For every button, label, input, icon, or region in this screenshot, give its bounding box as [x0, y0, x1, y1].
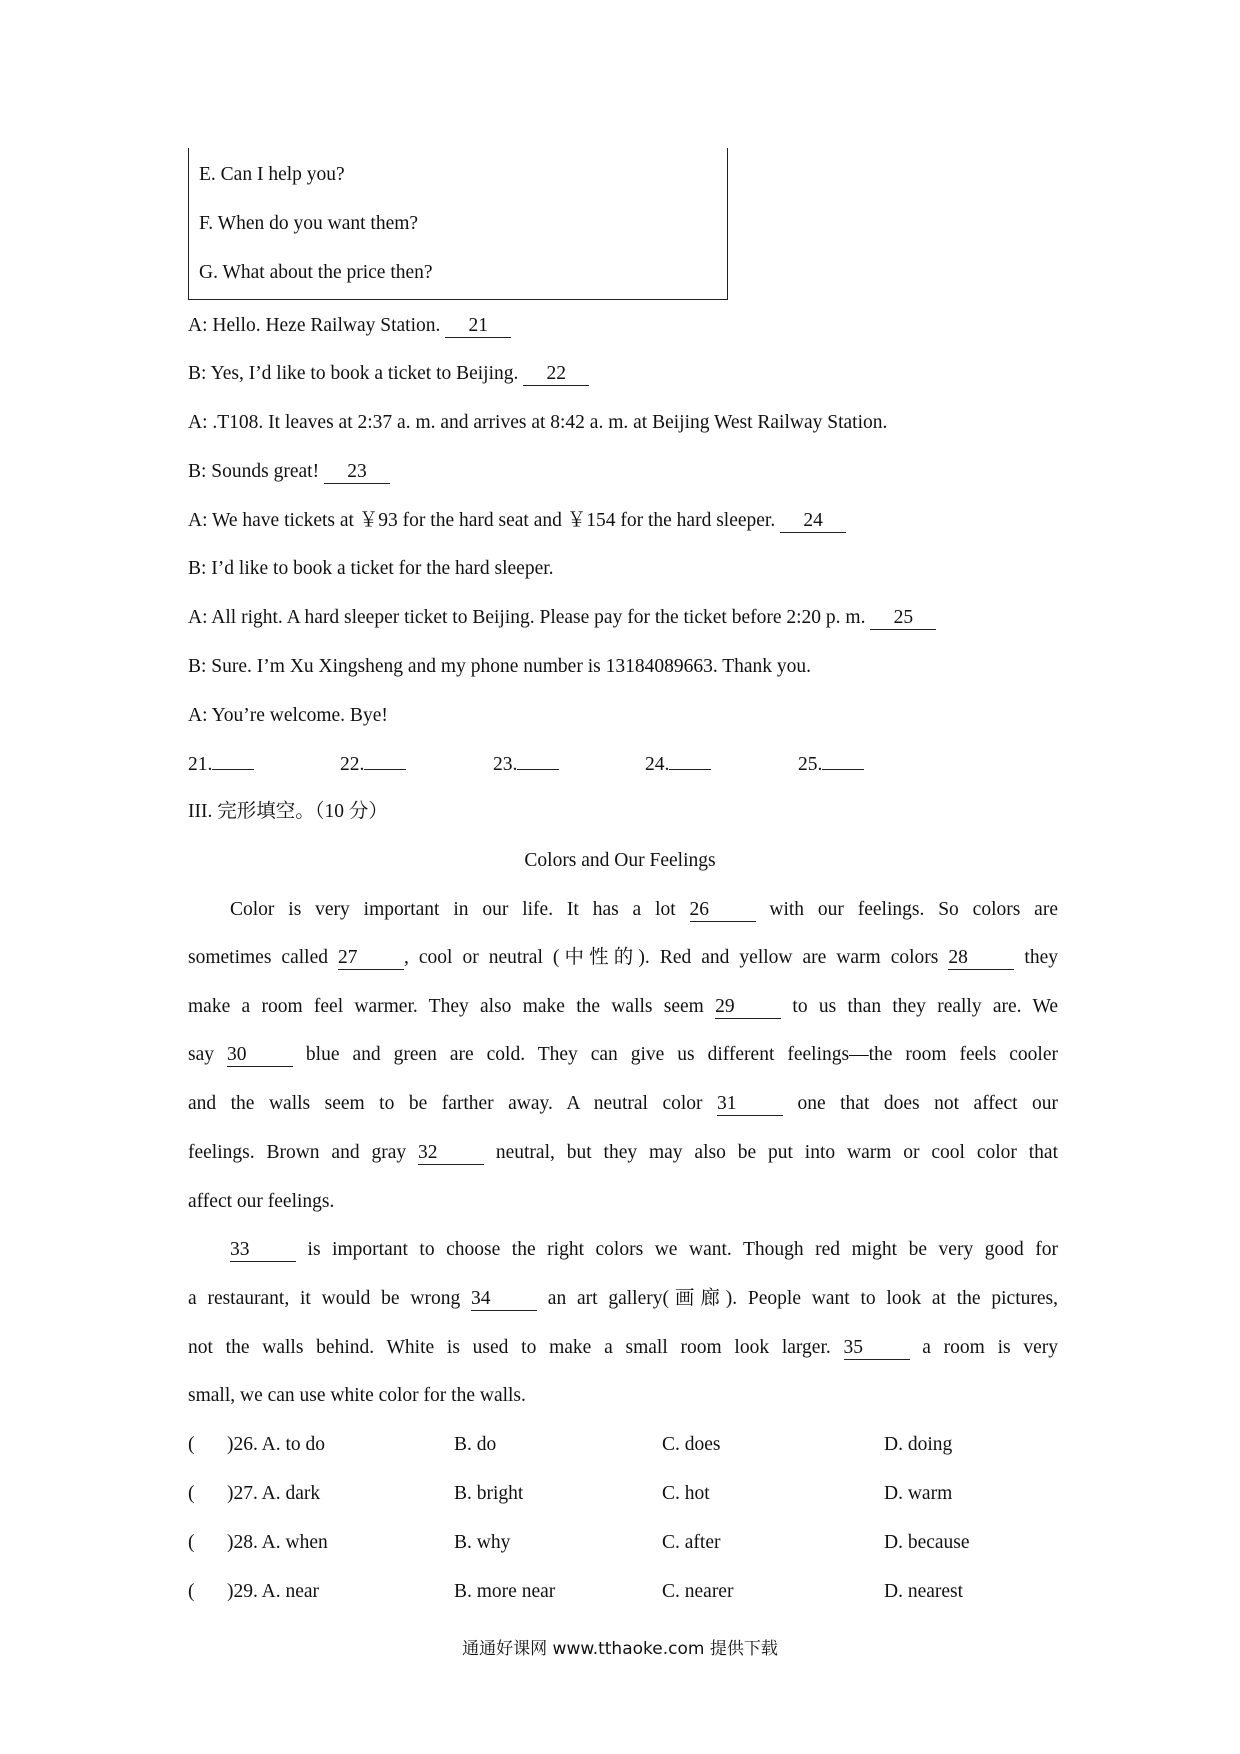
passage-line: make a room feel warmer. They also make the walls seem 29 to us than they really are. We	[188, 996, 1058, 1017]
blank-29: 29	[715, 996, 781, 1019]
question-26-c: C. does	[662, 1434, 721, 1455]
answer-slot-25: 25.	[798, 751, 864, 777]
dialogue-line: A: Hello. Heze Railway Station. 21	[188, 313, 511, 339]
dialogue-line: B: Sounds great! 23	[188, 459, 390, 485]
passage-line: affect our feelings.	[188, 1191, 335, 1212]
question-paren: (	[188, 1434, 195, 1455]
blank-26: 26	[690, 899, 756, 922]
page-footer: 通通好课网 www.tthaoke.com 提供下载	[462, 1639, 778, 1659]
answer-blank[interactable]	[669, 751, 711, 770]
dialogue-line: A: We have tickets at ￥93 for the hard seat and ￥154 for the hard sleeper. 24	[188, 508, 846, 534]
question-26-a: )26. A. to do	[227, 1434, 326, 1455]
blank-24: 24	[780, 510, 846, 533]
blank-22: 22	[523, 363, 589, 386]
question-29-c: C. nearer	[662, 1581, 734, 1602]
question-28-a: )28. A. when	[227, 1532, 328, 1553]
section-heading: III. 完形填空。（10 分）	[188, 801, 388, 822]
question-29-a: )29. A. near	[227, 1581, 320, 1602]
blank-27: 27	[338, 947, 404, 970]
passage-line: 33 is important to choose the right colors we want. Though red might be very good for	[230, 1239, 1058, 1260]
question-27-a: )27. A. dark	[227, 1483, 321, 1504]
blank-35: 35	[844, 1337, 910, 1360]
question-29-b: B. more near	[454, 1581, 556, 1602]
answer-slot-22: 22.	[340, 751, 406, 777]
dialogue-line: A: .T108. It leaves at 2:37 a. m. and arrives at 8:42 a. m. at Beijing West Railway Station.	[188, 412, 888, 433]
question-28-d: D. because	[884, 1532, 970, 1553]
question-27-b: B. bright	[454, 1483, 524, 1504]
answer-blank[interactable]	[517, 751, 559, 770]
question-26-b: B. do	[454, 1434, 497, 1455]
option-g: G. What about the price then?	[199, 262, 433, 283]
answer-blank[interactable]	[822, 751, 864, 770]
passage-line: not the walls behind. White is used to make a small room look larger. 35 a room is very	[188, 1337, 1058, 1358]
question-27-c: C. hot	[662, 1483, 710, 1504]
passage-line: and the walls seem to be farther away. A neutral color 31 one that does not affect our	[188, 1093, 1058, 1114]
passage-line: Color is very important in our life. It has a lot 26 with our feelings. So colors are	[230, 899, 1058, 920]
dialogue-line: B: I’d like to book a ticket for the hard sleeper.	[188, 558, 554, 579]
blank-30: 30	[227, 1044, 293, 1067]
option-f: F. When do you want them?	[199, 213, 419, 234]
dialogue-line: B: Sure. I’m Xu Xingsheng and my phone number is 13184089663. Thank you.	[188, 656, 812, 677]
blank-23: 23	[324, 461, 390, 484]
question-27-d: D. warm	[884, 1483, 953, 1504]
answer-slot-21: 21.	[188, 751, 254, 777]
answer-slot-23: 23.	[493, 751, 559, 777]
answer-blank[interactable]	[364, 751, 406, 770]
answer-blank[interactable]	[212, 751, 254, 770]
question-26-d: D. doing	[884, 1434, 953, 1455]
passage-line: a restaurant, it would be wrong 34 an art gallery(画廊). People want to look at the pictures,	[188, 1288, 1058, 1309]
blank-28: 28	[948, 947, 1014, 970]
blank-31: 31	[717, 1093, 783, 1116]
question-paren: (	[188, 1581, 195, 1602]
question-29-d: D. nearest	[884, 1581, 964, 1602]
passage-line: feelings. Brown and gray 32 neutral, but they may also be put into warm or cool color that	[188, 1142, 1058, 1163]
question-28-c: C. after	[662, 1532, 721, 1553]
passage-line: sometimes called 27 , cool or neutral (中性的). Red and yellow are warm colors 28 they	[188, 947, 1058, 968]
dialogue-line: A: All right. A hard sleeper ticket to Beijing. Please pay for the ticket before 2:20 p. m. 25	[188, 605, 936, 631]
dialogue-line: B: Yes, I’d like to book a ticket to Beijing. 22	[188, 361, 589, 387]
answer-slot-24: 24.	[645, 751, 711, 777]
question-paren: (	[188, 1483, 195, 1504]
question-paren: (	[188, 1532, 195, 1553]
blank-33: 33	[230, 1239, 296, 1262]
passage-line: small, we can use white color for the walls.	[188, 1385, 526, 1406]
blank-32: 32	[418, 1142, 484, 1165]
question-28-b: B. why	[454, 1532, 511, 1553]
blank-34: 34	[471, 1288, 537, 1311]
dialogue-line: A: You’re welcome. Bye!	[188, 705, 388, 726]
passage-line: say 30 blue and green are cold. They can give us different feelings—the room feels cooler	[188, 1044, 1058, 1065]
blank-25: 25	[870, 607, 936, 630]
blank-21: 21	[445, 315, 511, 338]
option-e: E. Can I help you?	[199, 164, 345, 185]
passage-title: Colors and Our Feelings	[524, 850, 716, 871]
